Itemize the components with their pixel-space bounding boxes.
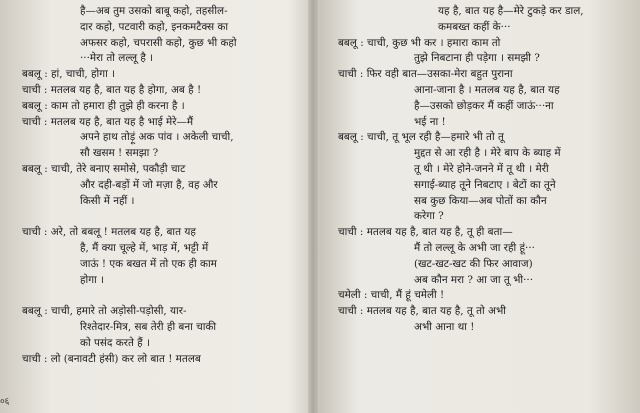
dialogue-text: है—अब तुम उसको बाबू कहो, तहसील- [80, 5, 228, 17]
dialogue-text: चाची, तेरे बनाए समोसे, पकौड़ी चाट [51, 162, 186, 175]
text-line [338, 83, 634, 99]
dialogue-text: चाची, तू भूल रही है—हमारे भी तो तू [367, 131, 504, 144]
speaker-label: चाची : [22, 115, 48, 128]
speaker-label: बबलू : [22, 68, 48, 81]
text-line [22, 320, 304, 336]
text-line [22, 352, 304, 368]
dialogue-text: सौ खसम ! समझा ? [80, 147, 159, 160]
dialogue-text: मुद्दत से आ रही है । मेरे बाप के ब्याह में [414, 147, 561, 160]
text-line [22, 194, 304, 210]
speaker-label: चमेली : [338, 289, 368, 302]
dialogue-text: मतलब यह है, बात यह है, तू ही बता— [366, 226, 513, 239]
text-line [22, 130, 304, 146]
text-line [338, 67, 634, 83]
dialogue-text: चाची, कुछ भी कर । हमारा काम तो [367, 36, 501, 49]
dialogue-text: अभी आना था ! [414, 320, 475, 333]
dialogue-text: तू थी । मेरे होने-जनने में तू थी । मेरी [414, 162, 549, 175]
dialogue-text: दार कहो, पटवारी कहो, इनकमटैक्स का [80, 20, 229, 33]
dialogue-text: मतलब यह है, बात यह है भाई मेरे—मैं [50, 115, 194, 128]
speaker-label: बबलू : [22, 305, 48, 318]
text-line [22, 304, 304, 320]
dialogue-text: मतलब यह है, बात यह है, तू तो अभी [366, 305, 506, 318]
dialogue-text: चाची, मैं हूं चमेली ! [370, 289, 445, 302]
dialogue-text: फिर वही बात—उसका-मेरा बहुत पुराना [366, 68, 513, 81]
dialogue-text: काम तो हमारा ही तुझे ही करना है । [51, 99, 185, 112]
text-line [22, 209, 304, 225]
text-line [22, 273, 304, 289]
text-line [22, 99, 304, 115]
text-line [22, 178, 304, 194]
text-line [22, 4, 304, 20]
text-line [338, 115, 634, 131]
text-line [338, 162, 634, 178]
dialogue-text: चाची, हमारे तो अड़ोसी-पड़ोसी, यार- [51, 305, 187, 318]
text-line [338, 146, 634, 162]
text-line [338, 178, 634, 194]
dialogue-text: करेगा ? [414, 210, 444, 223]
book-gutter [308, 0, 318, 413]
dialogue-text: भई ना ! [414, 115, 446, 128]
dialogue-text: (खट-खट-खट की फिर आवाज) [414, 257, 533, 270]
text-line [22, 225, 304, 241]
page-number: ०६ [0, 397, 10, 407]
text-line [338, 99, 634, 115]
dialogue-text: हां, चाची, होगा । [51, 68, 116, 81]
dialogue-text: तुझे निबटाना ही पड़ेगा । समझी ? [414, 52, 540, 65]
text-line [22, 20, 304, 36]
dialogue-text: अरे, तो बबलू ! मतलब यह है, बात यह [50, 226, 196, 239]
speaker-label: चाची : [338, 226, 364, 239]
dialogue-text: अब कौन मरा ? आ जा तू भी··· [414, 273, 534, 286]
text-line [338, 225, 634, 241]
text-line [22, 51, 304, 67]
dialogue-text: रिश्तेदार-मित्र, सब तेरी ही बना चाकी [80, 320, 217, 333]
dialogue-text: मैं तो लल्लू के अभी जा रही हूं··· [414, 241, 535, 254]
text-line [338, 130, 634, 146]
dialogue-text: है, मैं क्या चूल्हे में, भाड़ में, भट्टी में [80, 241, 209, 254]
dialogue-text: और दही-बड़ों में जो मज़ा है, वह और [80, 178, 218, 191]
text-line [338, 209, 634, 225]
text-line [22, 146, 304, 162]
text-line [338, 257, 634, 273]
dialogue-text: को पसंद करते हैं । [80, 336, 150, 349]
dialogue-text: सब कुछ किया—अब पोतों का कौन [414, 194, 547, 207]
text-line [22, 115, 304, 131]
dialogue-text: कमबख्त कहीं के··· [438, 20, 511, 33]
speaker-label: बबलू : [338, 131, 364, 144]
dialogue-text: लो (बनावटी हंसी) कर लो बात ! मतलब [50, 352, 201, 365]
text-line [22, 67, 304, 83]
text-line [22, 288, 304, 304]
text-line [22, 83, 304, 99]
text-line [338, 51, 634, 67]
text-line [22, 241, 304, 257]
dialogue-text: जाऊं ! एक बखत में तो एक ही काम [80, 257, 217, 270]
text-line [338, 20, 634, 36]
dialogue-text: किसी में नहीं । [80, 194, 135, 207]
left-page [22, 4, 304, 367]
dialogue-text: होगा । [80, 273, 104, 286]
text-line [338, 288, 634, 304]
text-line [338, 320, 634, 336]
dialogue-text: सगाई-ब्याह तूने निबटाए । बेटों का तूने [414, 178, 556, 191]
dialogue-text: यह है, बात यह है—मेरे टुकड़े कर डाल, [438, 5, 584, 17]
speaker-label: बबलू : [338, 36, 364, 49]
text-line [22, 336, 304, 352]
text-line [338, 304, 634, 320]
text-line [338, 273, 634, 289]
speaker-label: चाची : [338, 305, 364, 318]
speaker-label: बबलू : [22, 162, 48, 175]
speaker-label: चाची : [22, 83, 48, 96]
dialogue-text: ···मेरा तो लल्लू है । [80, 52, 154, 65]
text-line [22, 162, 304, 178]
text-line [22, 257, 304, 273]
dialogue-text: है—उसको छोड़कर मैं कहीं जाऊं···ना [414, 99, 554, 112]
text-line [338, 241, 634, 257]
text-line [338, 194, 634, 210]
dialogue-text: अफसर कहो, चपरासी कहो, कुछ भी कहो [80, 36, 237, 49]
speaker-label: चाची : [22, 352, 48, 365]
speaker-label: चाची : [22, 226, 48, 239]
right-page [338, 4, 634, 336]
dialogue-text: आना-जाना है । मतलब यह है, बात यह [414, 83, 560, 96]
speaker-label: चाची : [338, 68, 364, 81]
text-line [22, 36, 304, 52]
speaker-label: बबलू : [22, 99, 48, 112]
dialogue-text: मतलब यह है, बात यह है होगा, अब है ! [50, 83, 202, 96]
dialogue-text: अपने हाथ तोड़ूं अक पांव । अकेली चाची, [80, 131, 234, 144]
text-line [338, 36, 634, 52]
text-line [338, 4, 634, 20]
